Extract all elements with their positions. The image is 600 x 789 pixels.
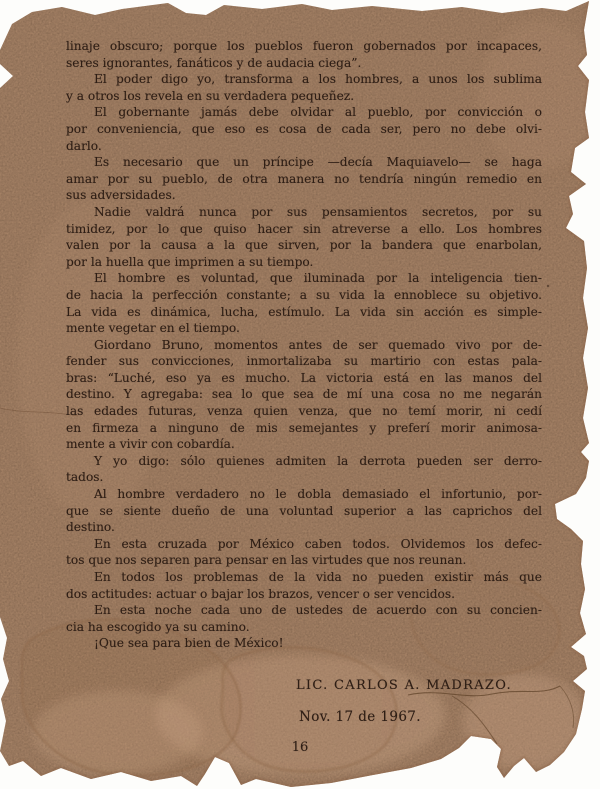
text-line: tados. bbox=[66, 470, 104, 485]
text-line: darlo. bbox=[66, 138, 102, 153]
text-line: cia ha escogido ya su camino. bbox=[66, 619, 250, 634]
text-line: las edades futuras, venza quien venza, que no temí morir, ni cedí bbox=[66, 404, 542, 419]
text-line: La vida es dinámica, lucha, estímulo. La vida sin acción es simple- bbox=[66, 304, 542, 319]
text-line: destino. bbox=[66, 520, 115, 535]
text-line: Al hombre verdadero no le dobla demasiado el infortunio, por- bbox=[94, 487, 542, 502]
signature-line: LIC. CARLOS A. MADRAZO. bbox=[296, 678, 512, 693]
text-block bbox=[66, 38, 542, 652]
crease-line bbox=[556, 506, 583, 511]
text-line: de hacia la perfección constante; a su vida la ennoblece su objetivo. bbox=[66, 287, 542, 302]
text-line: Giordano Bruno, momentos antes de ser quemado vivo por de- bbox=[94, 337, 542, 352]
text-line: dos actitudes: actuar o bajar los brazos, vencer o ser vencidos. bbox=[66, 586, 456, 601]
text-line: sus adversidades. bbox=[66, 188, 176, 203]
text-line: en firmeza a ninguno de mis semejantes y preferí morir animosa- bbox=[66, 420, 542, 435]
text-line: El gobernante jamás debe olvidar al pueblo, por convicción o bbox=[94, 105, 542, 120]
text-line: En esta noche cada uno de ustedes de acuerdo con su concien- bbox=[94, 603, 542, 618]
text-line: seres ignorantes, fanáticos y de audacia ciega”. bbox=[66, 55, 362, 70]
text-line: timidez, por lo que quiso hacer sin atreverse a ello. Los hombres bbox=[66, 221, 542, 236]
text-line: mente a vivir con cobardía. bbox=[66, 437, 235, 452]
page-number: 16 bbox=[291, 740, 309, 755]
text-line: linaje obscuro; porque los pueblos fueron gobernados por incapaces, bbox=[66, 39, 542, 53]
text-line: tos que nos separen para pensar en las virtudes que nos reunan. bbox=[66, 553, 467, 568]
text-line: por la huella que imprimen a su tiempo. bbox=[66, 254, 314, 269]
text-line: En todos los problemas de la vida no pueden existir más que bbox=[94, 570, 542, 584]
ink-speck bbox=[547, 285, 549, 287]
text-line: por conveniencia, que eso es cosa de cada ser, pero no debe olvi- bbox=[66, 121, 542, 136]
text-line: valen por la causa a la que sirven, por la bandera que enarbolan, bbox=[66, 238, 542, 253]
text-line: En esta cruzada por México caben todos. Olvidemos los defec- bbox=[94, 536, 542, 551]
text-line: El hombre es voluntad, que iluminada por la inteligencia tien- bbox=[94, 271, 542, 286]
text-line: que se siente dueño de una voluntad superior a las caprichos del bbox=[66, 503, 542, 518]
text-line: bras: “Luché, eso ya es mucho. La victoria está en las manos del bbox=[66, 370, 542, 385]
text-line: Es necesario que un príncipe —decía Maquiavelo— se haga bbox=[94, 155, 542, 170]
text-line: Y yo digo: sólo quienes admiten la derrota pueden ser derro- bbox=[94, 453, 542, 468]
text-line: El poder digo yo, transforma a los hombres, a unos los sublima bbox=[94, 72, 542, 87]
text-line: mente vegetar en el tiempo. bbox=[66, 321, 240, 336]
text-line: amar por su pueblo, de otra manera no tendría ningún remedio en bbox=[66, 171, 542, 186]
text-line: y a otros los revela en su verdadera pequeñez. bbox=[66, 88, 355, 103]
text-line: Nadie valdrá nunca por sus pensamientos secretos, por su bbox=[94, 204, 542, 219]
date-line: Nov. 17 de 1967. bbox=[299, 709, 421, 725]
text-line: destino. Y agregaba: sea lo que sea de mí una cosa no me negarán bbox=[66, 387, 542, 402]
text-line: ¡Que sea para bien de México! bbox=[94, 636, 284, 651]
text-line: fender sus convicciones, inmortalizaba su martirio con estas pala- bbox=[66, 354, 542, 369]
